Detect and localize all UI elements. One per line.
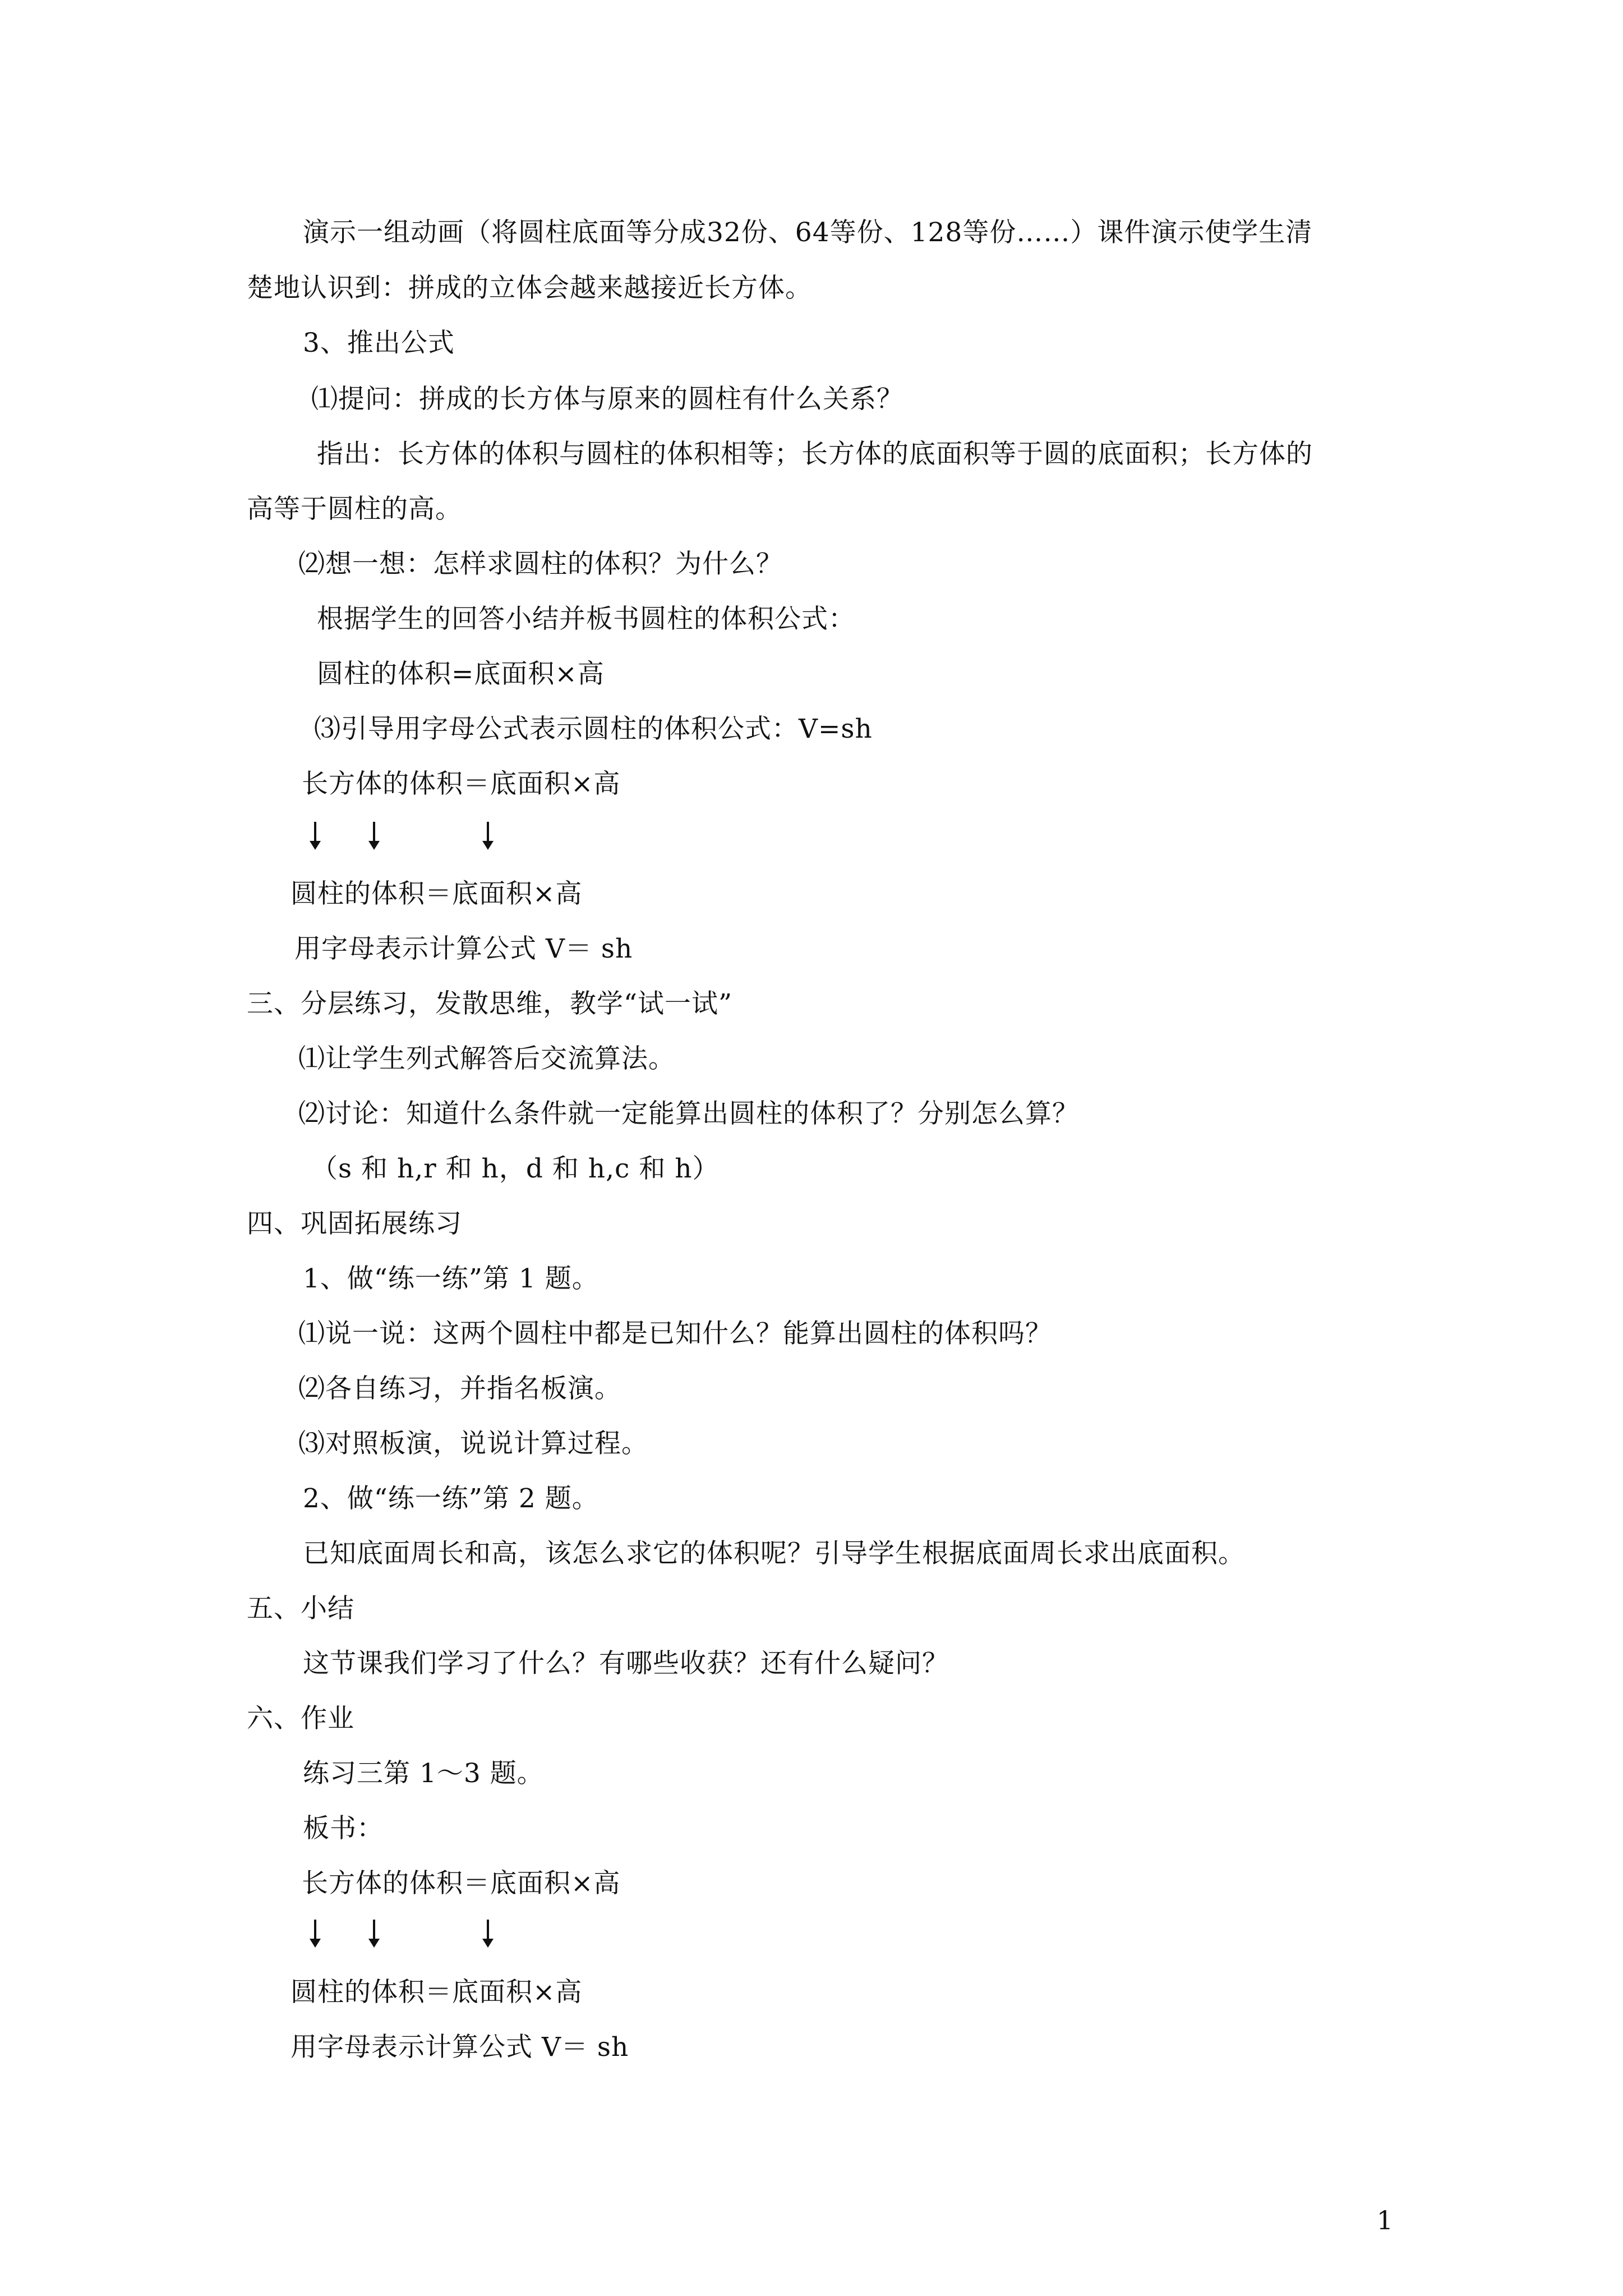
paragraph-animation-demo: 演示一组动画（将圆柱底面等分成32份、64等份、128等份……）课件演示使学生清 (303, 217, 1313, 248)
conditions-line: （s 和 h,r 和 h，d 和 h,c 和 h） (311, 1153, 720, 1184)
cylinder-volume-formula: 圆柱的体积=底面积×高 (317, 659, 605, 689)
down-arrow-icon (487, 1920, 489, 1940)
summary-line: 根据学生的回答小结并板书圆柱的体积公式： (317, 604, 855, 634)
section-heading-6: 六、作业 (247, 1703, 354, 1734)
down-arrow-icon (314, 1920, 316, 1940)
discussion-line: ⑵讨论：知道什么条件就一定能算出圆柱的体积了？分别怎么算？ (298, 1098, 1079, 1129)
point-out-line: 指出：长方体的体积与圆柱的体积相等；长方体的底面积等于圆的底面积；长方体的 (317, 439, 1313, 470)
page-number: 1 (1376, 2205, 1393, 2235)
cuboid-volume-formula: 长方体的体积＝底面积×高 (302, 769, 621, 799)
review-line: 这节课我们学习了什么？有哪些收获？还有什么疑问？ (303, 1648, 949, 1679)
letter-formula-v-sh: 用字母表示计算公式 V＝ sh (294, 933, 633, 964)
practice-line: ⑵各自练习，并指名板演。 (298, 1373, 621, 1404)
section-heading-3: 三、分层练习，发散思维，教学“试一试” (247, 988, 733, 1019)
cuboid-volume-formula-board: 长方体的体积＝底面积×高 (302, 1868, 621, 1899)
down-arrow-icon (487, 822, 489, 842)
blackboard-label: 板书： (303, 1813, 384, 1844)
question-line: ⑴提问：拼成的长方体与原来的圆柱有什么关系？ (311, 384, 903, 415)
down-arrow-icon (314, 822, 316, 842)
homework-line: 练习三第 1～3 题。 (303, 1758, 544, 1789)
say-line: ⑴说一说：这两个圆柱中都是已知什么？能算出圆柱的体积吗？ (298, 1318, 1052, 1349)
letter-formula-line: ⑶引导用字母公式表示圆柱的体积公式：V=sh (314, 714, 873, 744)
paragraph-animation-demo-cont: 楚地认识到：拼成的立体会越来越接近长方体。 (247, 273, 812, 303)
point-out-line-cont: 高等于圆柱的高。 (247, 494, 462, 524)
down-arrow-icon (373, 822, 375, 842)
letter-formula-board: 用字母表示计算公式 V＝ sh (291, 2032, 629, 2063)
practice-item-1: 1、做“练一练”第 1 题。 (303, 1263, 599, 1294)
down-arrow-icon (373, 1920, 375, 1940)
heading-derive-formula: 3、推出公式 (303, 328, 455, 358)
section-heading-4: 四、巩固拓展练习 (247, 1208, 462, 1239)
circumference-line: 已知底面周长和高，该怎么求它的体积呢？引导学生根据底面周长求出底面积。 (303, 1538, 1245, 1569)
exercise-line-1: ⑴让学生列式解答后交流算法。 (298, 1043, 675, 1074)
cylinder-volume-formula-board: 圆柱的体积＝底面积×高 (291, 1977, 583, 2008)
compare-line: ⑶对照板演，说说计算过程。 (298, 1428, 648, 1459)
think-line: ⑵想一想：怎样求圆柱的体积？为什么？ (298, 549, 783, 579)
practice-item-2: 2、做“练一练”第 2 题。 (303, 1483, 599, 1514)
cylinder-volume-formula-2: 圆柱的体积＝底面积×高 (291, 878, 583, 909)
section-heading-5: 五、小结 (247, 1593, 354, 1624)
